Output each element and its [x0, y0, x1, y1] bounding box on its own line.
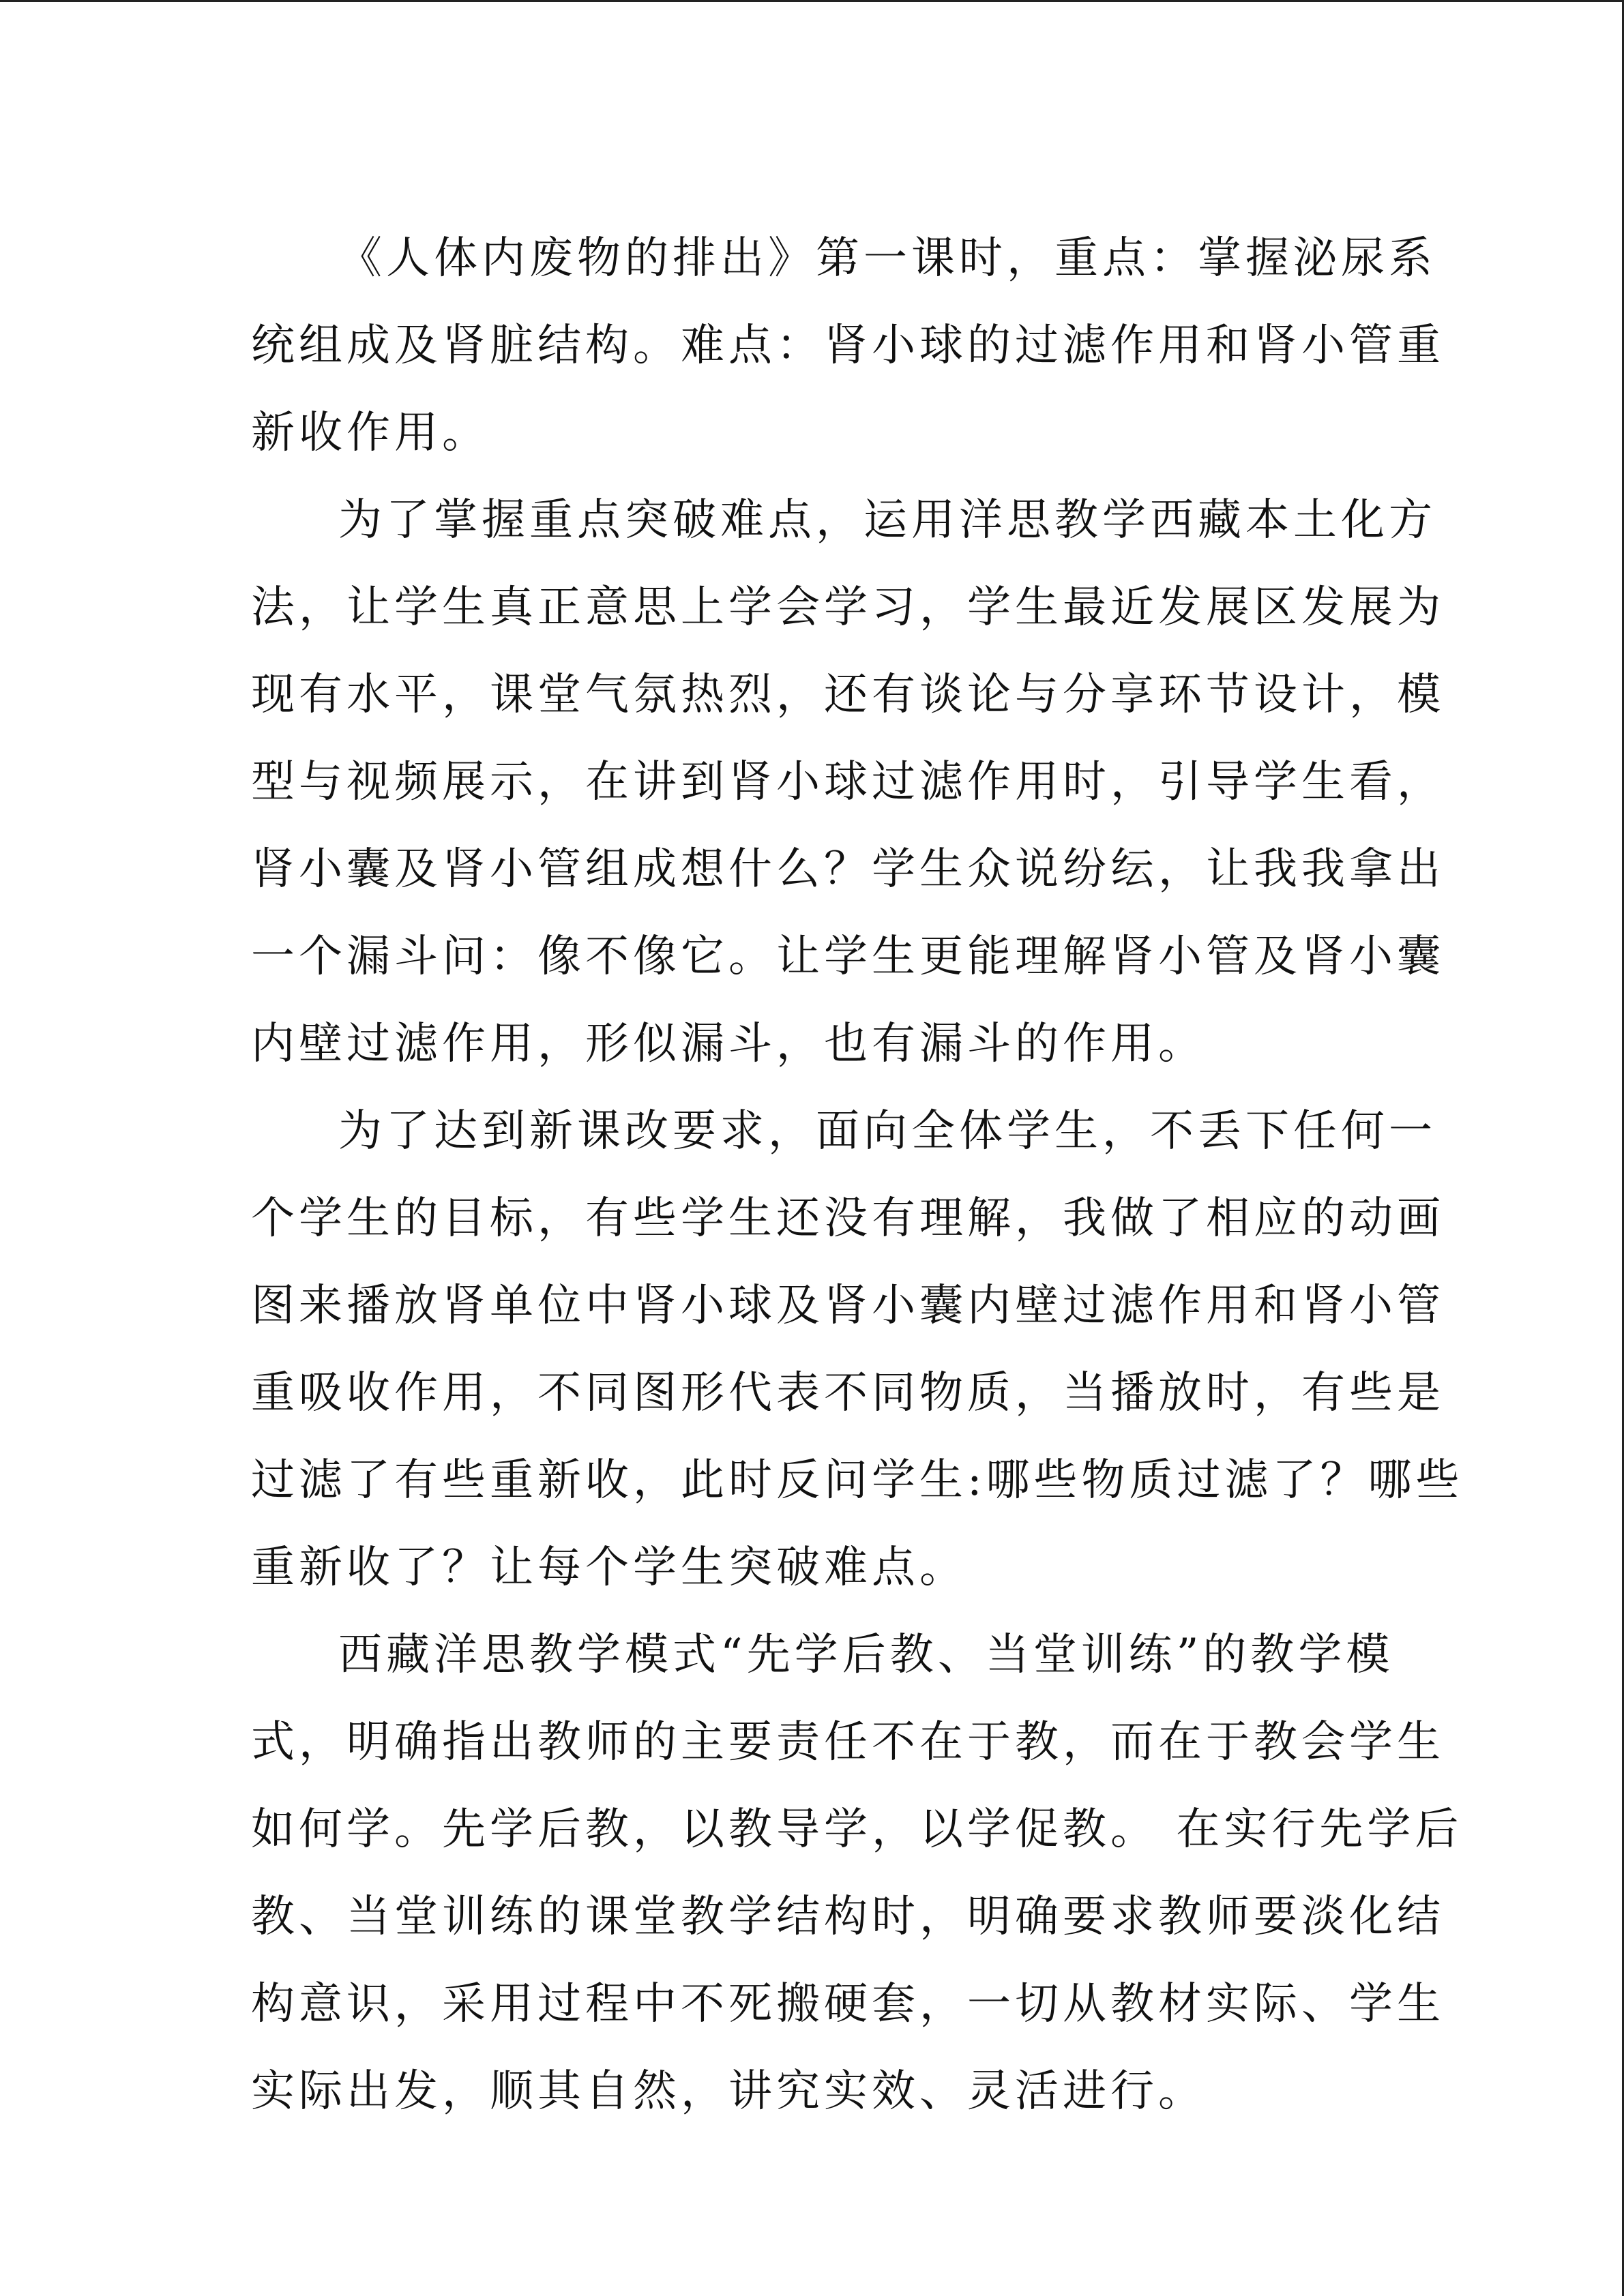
text-line: 式，明确指出教师的主要责任不在于教，而在于教会学生	[251, 1717, 1445, 1768]
text-line: 为了达到新课改要求，面向全体学生，不丢下任何一	[338, 1106, 1436, 1157]
text-line: 为了掌握重点突破难点，运用洋思教学西藏本土化方	[338, 495, 1436, 546]
text-line: 新收作用。	[251, 408, 490, 458]
text-line: 肾小囊及肾小管组成想什么？学生众说纷纭，让我我拿出	[251, 844, 1445, 895]
text-line: 法，让学生真正意思上学会学习，学生最近发展区发展为	[251, 582, 1445, 633]
text-line: 构意识，采用过程中不死搬硬套，一切从教材实际、学生	[251, 1979, 1445, 2029]
text-line: 现有水平，课堂气氛热烈，还有谈论与分享环节设计，模	[251, 670, 1445, 720]
text-line: 个学生的目标，有些学生还没有理解，我做了相应的动画	[251, 1193, 1445, 1244]
text-line: 重新收了？让每个学生突破难点。	[251, 1542, 967, 1593]
text-line: 一个漏斗问：像不像它。让学生更能理解肾小管及肾小囊	[251, 931, 1445, 982]
text-line: 实际出发，顺其自然，讲究实效、灵活进行。	[251, 2066, 1206, 2117]
text-line: 图来播放肾单位中肾小球及肾小囊内壁过滤作用和肾小管	[251, 1281, 1445, 1331]
text-line: 型与视频展示，在讲到肾小球过滤作用时，引导学生看，	[251, 757, 1445, 807]
text-line: 如何学。先学后教，以教导学，以学促教。 在实行先学后	[251, 1804, 1463, 1855]
text-line: 西藏洋思教学模式“先学后教、当堂训练”的教学模	[338, 1630, 1394, 1680]
text-line: 过滤了有些重新收，此时反问学生:哪些物质过滤了？哪些	[251, 1455, 1464, 1506]
text-line: 内壁过滤作用，形似漏斗，也有漏斗的作用。	[251, 1019, 1206, 1069]
text-line: 教、当堂训练的课堂教学结构时，明确要求教师要淡化结	[251, 1892, 1445, 1942]
text-line: 重吸收作用，不同图形代表不同物质，当播放时，有些是	[251, 1368, 1445, 1418]
text-line: 《人体内废物的排出》第一课时，重点：掌握泌尿系	[338, 233, 1436, 284]
text-line: 统组成及肾脏结构。难点：肾小球的过滤作用和肾小管重	[251, 320, 1445, 371]
